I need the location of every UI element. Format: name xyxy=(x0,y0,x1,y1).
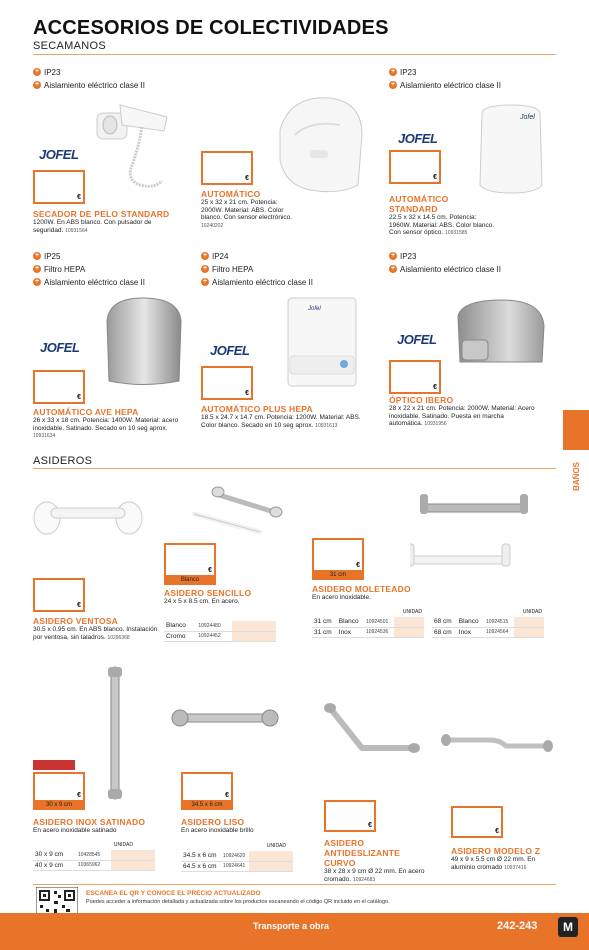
avehepa-info: AUTOMÁTICO AVE HEPA 26 x 33 x 18 cm. Potencia: 1400W. Material: acero inoxidable. Satinado. Secado en 10 seg aprox. 10931634 xyxy=(33,407,183,441)
svg-text:Jofel: Jofel xyxy=(520,114,535,121)
jofel-logo: JOFEL xyxy=(398,131,438,146)
optico-info: ÓPTICO IBERO 28 x 22 x 21 cm. Potencia: 2000W. Material: Acero inoxidable. Satinado. Puesta en marcha automática. 10931956 xyxy=(389,395,539,429)
plushepa-features: + IP24 + Filtro HEPA + Aislamiento eléctrico clase II xyxy=(202,251,313,287)
jofel-logo: JOFEL xyxy=(397,332,437,347)
product-name: ASIDERO ANTIDESLIZANTE CURVO xyxy=(324,838,400,868)
section-secamanos: SECAMANOS xyxy=(33,40,106,52)
section-asideros: ASIDEROS xyxy=(33,455,93,467)
plus-circle-icon: + xyxy=(34,81,40,88)
plain-grab-bar-image xyxy=(170,700,280,736)
footer-divider xyxy=(33,884,556,885)
table-row: 31 cm Blanco 10924501 xyxy=(312,617,424,627)
modeloz-info: ASIDERO MODELO Z 49 x 9 x 5.5 cm Ø 22 mm. En aluminio cromado 10937416 xyxy=(451,846,556,872)
product-name: ASIDERO MOLETEADO xyxy=(312,584,411,594)
price-box: € 30 x 9 cm xyxy=(33,772,85,802)
liso-table xyxy=(181,851,293,872)
unit-header: UNIDAD xyxy=(266,843,286,849)
product-name: AUTOMÁTICO AVE HEPA xyxy=(33,407,139,417)
moleteado-info: ASIDERO MOLETEADO En acero inoxidable. xyxy=(312,584,432,602)
price-box: € xyxy=(33,370,85,404)
optico-features: + IP23 + Aislamiento eléctrico clase II xyxy=(390,251,501,274)
table-row: 31 cm Inox 10924536 xyxy=(312,627,424,637)
plus-hepa-dryer-image xyxy=(284,296,360,388)
optico-ibero-dryer-image xyxy=(452,296,548,368)
product-name: ÓPTICO IBERO xyxy=(389,395,454,405)
sencillo-info: ASIDERO SENCILLO 24 x 5 x 8.5 cm. En acero. xyxy=(164,588,274,606)
suction-grab-bar-image xyxy=(33,498,143,538)
brand-logo-icon: M xyxy=(558,917,578,937)
plus-circle-icon: + xyxy=(390,81,396,88)
product-name: AUTOMÁTICO xyxy=(201,189,261,199)
plus-circle-icon: + xyxy=(34,68,40,75)
table-row: 40 x 9 cm 10365962 xyxy=(33,860,155,870)
moleteado-table-2 xyxy=(432,617,544,638)
avehepa-features: + IP25 + Filtro HEPA + Aislamiento eléctrico clase II xyxy=(34,251,145,287)
page-title: ACCESORIOS DE COLECTIVIDADES xyxy=(33,17,389,39)
ventosa-info: ASIDERO VENTOSA 30.5 x 0.95 cm. En ABS blanco. Instalación por ventosa, sin taladros. 10296368 xyxy=(33,616,158,641)
price-box: € xyxy=(201,366,253,400)
automatico-info: AUTOMÁTICO 25 x 32 x 21 cm. Potencia: 2000W. Material: ABS. Color blanco. Con sensor electrónico. 10240202 xyxy=(201,189,293,229)
product-name: ASIDERO LISO xyxy=(181,817,245,827)
plus-circle-icon: + xyxy=(390,265,396,272)
price-box: € xyxy=(201,151,253,185)
page-numbers: 242-243 xyxy=(497,920,538,932)
unit-header: UNIDAD xyxy=(402,609,422,615)
plus-circle-icon: + xyxy=(390,68,396,75)
z-grab-bar-image xyxy=(440,728,555,758)
product-name: AUTOMÁTICO PLUS HEPA xyxy=(201,404,313,414)
plus-circle-icon: + xyxy=(34,252,40,259)
liso-info: ASIDERO LISO En acero inoxidable brillo xyxy=(181,817,291,835)
side-tab-marker xyxy=(563,410,589,450)
secador-features: + IP23 + Aislamiento eléctrico clase II xyxy=(34,67,145,90)
product-name: ASIDERO MODELO Z xyxy=(451,846,541,856)
product-name: ASIDERO INOX SATINADO xyxy=(33,817,146,827)
hair-dryer-image xyxy=(92,95,187,195)
moleteado-table-1 xyxy=(312,617,424,638)
unit-header: UNIDAD xyxy=(522,609,542,615)
sencillo-table xyxy=(164,621,276,642)
knurled-grab-bar-image xyxy=(410,486,538,576)
standard-features: + IP23 + Aislamiento eléctrico clase II xyxy=(390,67,501,90)
product-name: AUTOMÁTICO STANDARD xyxy=(389,194,449,214)
vertical-satin-grab-bar-image xyxy=(100,663,130,803)
table-row: 68 cm Inox 10924564 xyxy=(432,627,544,637)
price-box: € xyxy=(451,806,503,838)
table-row: Blanco 10924480 xyxy=(164,621,276,631)
table-row: 34.5 x 6 cm 10924620 xyxy=(181,851,293,861)
curvo-info: ASIDERO ANTIDESLIZANTE CURVO 38 x 28 x 9 cm Ø 22 mm. En acero cromado. 10924683 xyxy=(324,838,429,884)
simple-grab-bar-image xyxy=(186,482,296,542)
price-box: € xyxy=(389,150,441,184)
svg-text:Jofel: Jofel xyxy=(308,306,321,312)
price-box: € xyxy=(389,360,441,394)
side-tab-label[interactable]: BAÑOS xyxy=(572,462,581,491)
secador-info: SECADOR DE PELO STANDARD 1200W. En ABS blanco. Con pulsador de seguridad. 10931564 xyxy=(33,209,183,235)
price-box: € xyxy=(33,170,85,204)
product-name: SECADOR DE PELO STANDARD xyxy=(33,209,170,219)
transport-label[interactable]: Transporte a obra xyxy=(253,921,330,931)
section-divider xyxy=(33,468,556,469)
plus-circle-icon: + xyxy=(202,278,208,285)
automatic-dryer-image xyxy=(270,90,370,200)
plus-circle-icon: + xyxy=(34,278,40,285)
price-box: € xyxy=(324,800,376,832)
product-name: ASIDERO VENTOSA xyxy=(33,616,119,626)
inox-info: ASIDERO INOX SATINADO En acero inoxidable satinado xyxy=(33,817,163,835)
qr-text: Puedes acceder a información detallada y actualizada sobre los productos escaneando el código QR incluido en el catálogo. xyxy=(86,899,390,905)
price-box: € 31 cm xyxy=(312,538,364,572)
plus-circle-icon: + xyxy=(202,265,208,272)
table-row: 64.5 x 6 cm 10924641 xyxy=(181,861,293,871)
ave-hepa-dryer-image xyxy=(103,296,185,388)
unit-header: UNIDAD xyxy=(113,842,133,848)
plus-circle-icon: + xyxy=(202,252,208,259)
product-name: ASIDERO SENCILLO xyxy=(164,588,252,598)
price-box: € 34.5 x 6 cm xyxy=(181,772,233,802)
plus-circle-icon: + xyxy=(34,265,40,272)
plus-circle-icon: + xyxy=(390,252,396,259)
table-row: 68 cm Blanco 10924515 xyxy=(432,617,544,627)
promo-label xyxy=(33,760,75,770)
jofel-logo: JOFEL xyxy=(39,147,79,162)
standard-info: AUTOMÁTICO STANDARD 22.5 x 32 x 14.5 cm. Potencia: 1960W. Material: ABS. Color blanco. Con sensor óptico. 10931585 xyxy=(389,194,499,238)
price-box: € xyxy=(33,578,85,612)
section-divider xyxy=(33,54,556,55)
table-row: 30 x 9 cm 10428545 xyxy=(33,850,155,860)
standard-dryer-image xyxy=(476,103,546,195)
curved-grab-bar-image xyxy=(322,700,422,760)
table-row: Cromo 10924452 xyxy=(164,631,276,641)
jofel-logo: JOFEL xyxy=(210,343,250,358)
inox-table xyxy=(33,850,155,871)
plushepa-info: AUTOMÁTICO PLUS HEPA 18.5 x 24.7 x 14.7 cm. Potencia: 1200W. Material: ABS. Color blanco. Secado en 10 seg aprox. 10931613 xyxy=(201,404,371,430)
qr-title: ESCANEA EL QR Y CONOCE EL PRECIO ACTUALIZADO xyxy=(86,890,261,897)
jofel-logo: JOFEL xyxy=(40,340,80,355)
price-box: € Blanco xyxy=(164,543,216,577)
